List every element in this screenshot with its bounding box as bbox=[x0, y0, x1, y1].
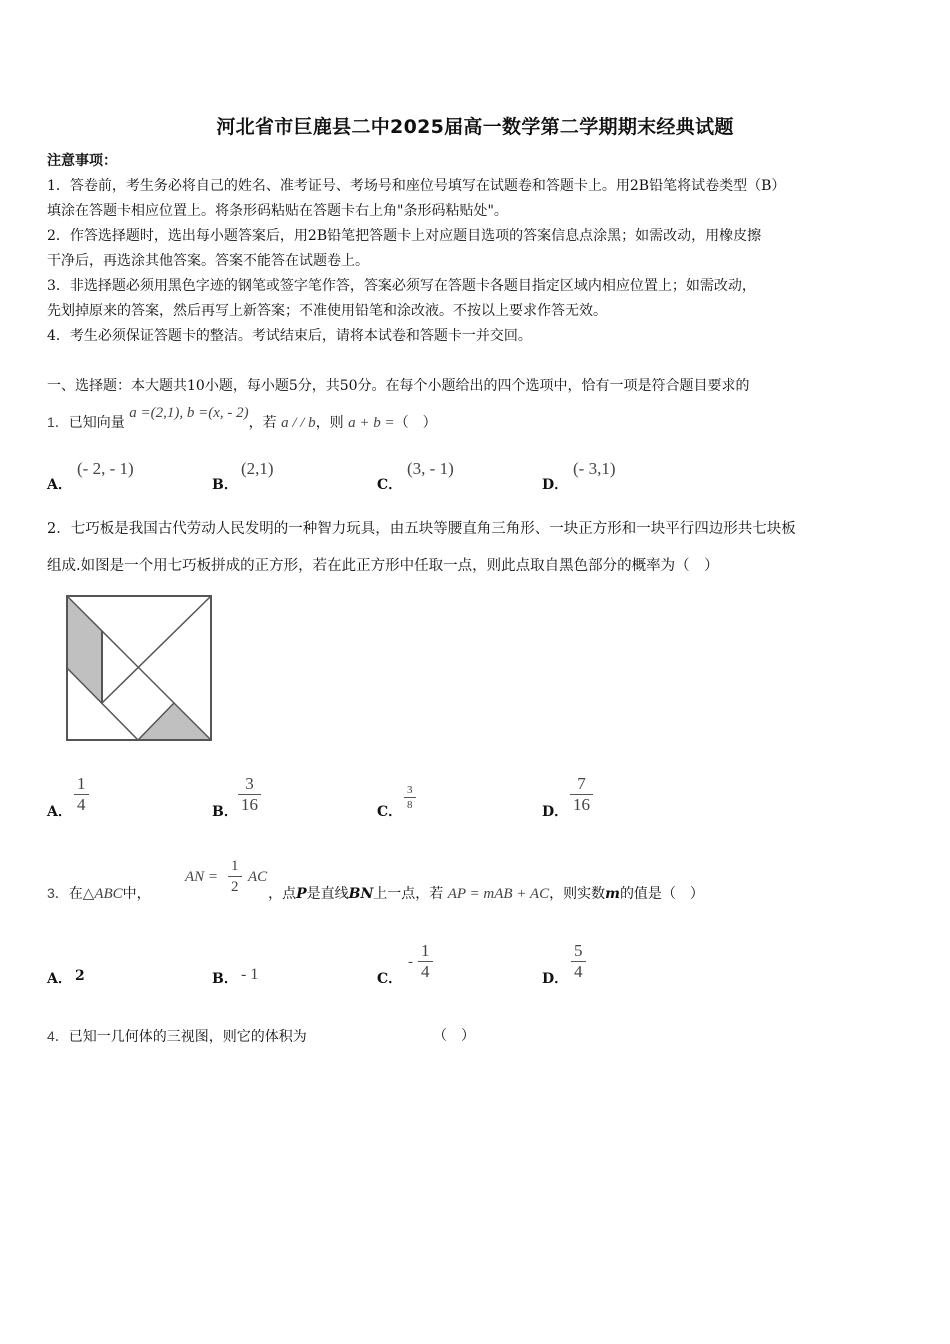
notice-line: 2．作答选择题时，选出每小题答案后，用2B铅笔把答题卡上对应题目选项的答案信息点涂黑；如需改动，用橡皮擦 bbox=[47, 228, 762, 244]
option-label[interactable]: B． bbox=[212, 804, 238, 820]
fraction-numerator: 1 bbox=[74, 774, 89, 795]
q3-vector-equation: AP = mAB + AC bbox=[447, 886, 550, 902]
q3-text: 在 bbox=[68, 886, 83, 902]
question-number: 4． bbox=[47, 1028, 69, 1044]
fraction-numerator: 3 bbox=[404, 783, 416, 798]
option-label[interactable]: B． bbox=[212, 477, 238, 493]
option-value: (2,1) bbox=[241, 459, 274, 478]
fraction-numerator: 7 bbox=[570, 774, 593, 795]
q1-text: ，则 bbox=[315, 415, 344, 431]
question-2-stem-line2: 组成.如图是一个用七巧板拼成的正方形，若在此正方形中任取一点，则此点取自黑色部分的概率为（ ） bbox=[47, 558, 719, 574]
option-label[interactable]: C． bbox=[377, 971, 403, 987]
option-label[interactable]: C． bbox=[377, 804, 403, 820]
q3-text: ，则实数 bbox=[549, 886, 606, 902]
option-label[interactable]: A． bbox=[47, 971, 72, 987]
question-number: 3． bbox=[47, 885, 69, 901]
option-fraction bbox=[404, 783, 416, 812]
fraction-denominator: 8 bbox=[407, 799, 413, 811]
q3-text: 的值是（ ） bbox=[619, 886, 704, 902]
option-label[interactable]: A． bbox=[47, 477, 72, 493]
option-fraction bbox=[570, 774, 593, 815]
notice-line: 干净后，再选涂其他答案。答案不能答在试题卷上。 bbox=[47, 253, 369, 269]
q3-text: ，点 bbox=[268, 886, 297, 902]
fraction-denominator: 16 bbox=[573, 795, 590, 814]
option-label[interactable]: B． bbox=[212, 971, 238, 987]
q3-text: 上一点，若 bbox=[373, 886, 444, 902]
q1-paren: （ ） bbox=[394, 415, 437, 431]
tangram-shaded-triangle bbox=[138, 703, 211, 740]
option-value: - 1 bbox=[241, 966, 259, 983]
question-1-stem bbox=[47, 405, 437, 433]
exam-title: 河北省市巨鹿县二中2025届高一数学第二学期期末经典试题 bbox=[216, 116, 734, 138]
q1-parallel-math: a / / b bbox=[281, 415, 316, 431]
q1-text: ，若 bbox=[248, 415, 277, 431]
option-label[interactable]: C． bbox=[377, 477, 403, 493]
fraction-denominator: 4 bbox=[77, 795, 86, 814]
tangram-shaded-parallelogram bbox=[67, 596, 102, 703]
fraction-denominator: 2 bbox=[231, 879, 239, 895]
fraction-numerator: 1 bbox=[228, 856, 242, 877]
fraction-numerator: 3 bbox=[238, 774, 261, 795]
option-sign: - bbox=[408, 954, 413, 970]
q3-half-fraction bbox=[228, 856, 242, 897]
q1-text: 已知向量 bbox=[68, 415, 125, 431]
fraction-denominator: 16 bbox=[241, 795, 258, 814]
section-heading: 一、选择题：本大题共10小题，每小题5分，共50分。在每个小题给出的四个选项中，恰有一项是符合题目要求的 bbox=[47, 378, 750, 394]
question-2-stem-line1: 2．七巧板是我国古代劳动人民发明的一种智力玩具，由五块等腰直角三角形、一块正方形和一块平行四边形共七块板 bbox=[47, 521, 796, 537]
notice-line: 1．答卷前，考生务必将自己的姓名、准考证号、考场号和座位号填写在试题卷和答题卡上。用2B铅笔将试卷类型（B） bbox=[47, 178, 786, 194]
option-label[interactable]: D． bbox=[542, 804, 569, 820]
option-fraction bbox=[571, 941, 586, 982]
fraction-numerator: 1 bbox=[418, 941, 433, 962]
q1-sum-math: a + b = bbox=[348, 415, 395, 431]
q4-paren: （ ） bbox=[433, 1028, 475, 1044]
q3-line-bn: BN bbox=[348, 886, 374, 902]
option-label[interactable]: D． bbox=[542, 477, 569, 493]
option-fraction bbox=[238, 774, 261, 815]
option-value: 2 bbox=[75, 968, 85, 984]
option-value: (3, - 1) bbox=[407, 459, 454, 478]
question-number: 1． bbox=[47, 414, 69, 430]
option-value: (- 2, - 1) bbox=[77, 459, 134, 478]
option-label[interactable]: D． bbox=[542, 971, 569, 987]
question-4-stem bbox=[47, 1026, 307, 1047]
option-fraction bbox=[418, 941, 433, 982]
fraction-denominator: 4 bbox=[421, 962, 430, 981]
tangram-figure bbox=[64, 593, 214, 743]
tangram-edge bbox=[102, 596, 211, 703]
q3-variable-m: m bbox=[605, 886, 620, 902]
notice-heading: 注意事项： bbox=[47, 153, 117, 169]
notice-line: 4．考生必须保证答题卡的整洁。考试结束后，请将本试卷和答题卡一并交回。 bbox=[47, 328, 532, 344]
q1-vectors-math: a =(2,1), b =(x, - 2) bbox=[129, 405, 249, 421]
option-value: (- 3,1) bbox=[573, 459, 616, 478]
option-label[interactable]: A． bbox=[47, 804, 72, 820]
q3-point-p: P bbox=[296, 886, 307, 902]
q3-an-left: AN = bbox=[185, 869, 219, 885]
q3-an-right: AC bbox=[248, 869, 268, 885]
option-fraction bbox=[74, 774, 89, 815]
q4-text: 已知一几何体的三视图，则它的体积为 bbox=[68, 1029, 307, 1045]
notice-line: 3．非选择题必须用黑色字迹的钢笔或签字笔作答，答案必须写在答题卡各题目指定区域内相应位置上；如需改动， bbox=[47, 278, 756, 294]
notice-line: 先划掉原来的答案，然后再写上新答案；不准使用铅笔和涂改液。不按以上要求作答无效。 bbox=[47, 303, 607, 319]
q3-text: 中， bbox=[122, 886, 151, 902]
q3-text: 是直线 bbox=[306, 886, 349, 902]
question-3-stem bbox=[47, 883, 704, 904]
fraction-numerator: 5 bbox=[571, 941, 586, 962]
fraction-denominator: 4 bbox=[574, 962, 583, 981]
notice-line: 填涂在答题卡相应位置上。将条形码粘贴在答题卡右上角"条形码粘贴处"。 bbox=[47, 203, 508, 219]
q3-triangle-math: △ABC bbox=[82, 886, 123, 902]
